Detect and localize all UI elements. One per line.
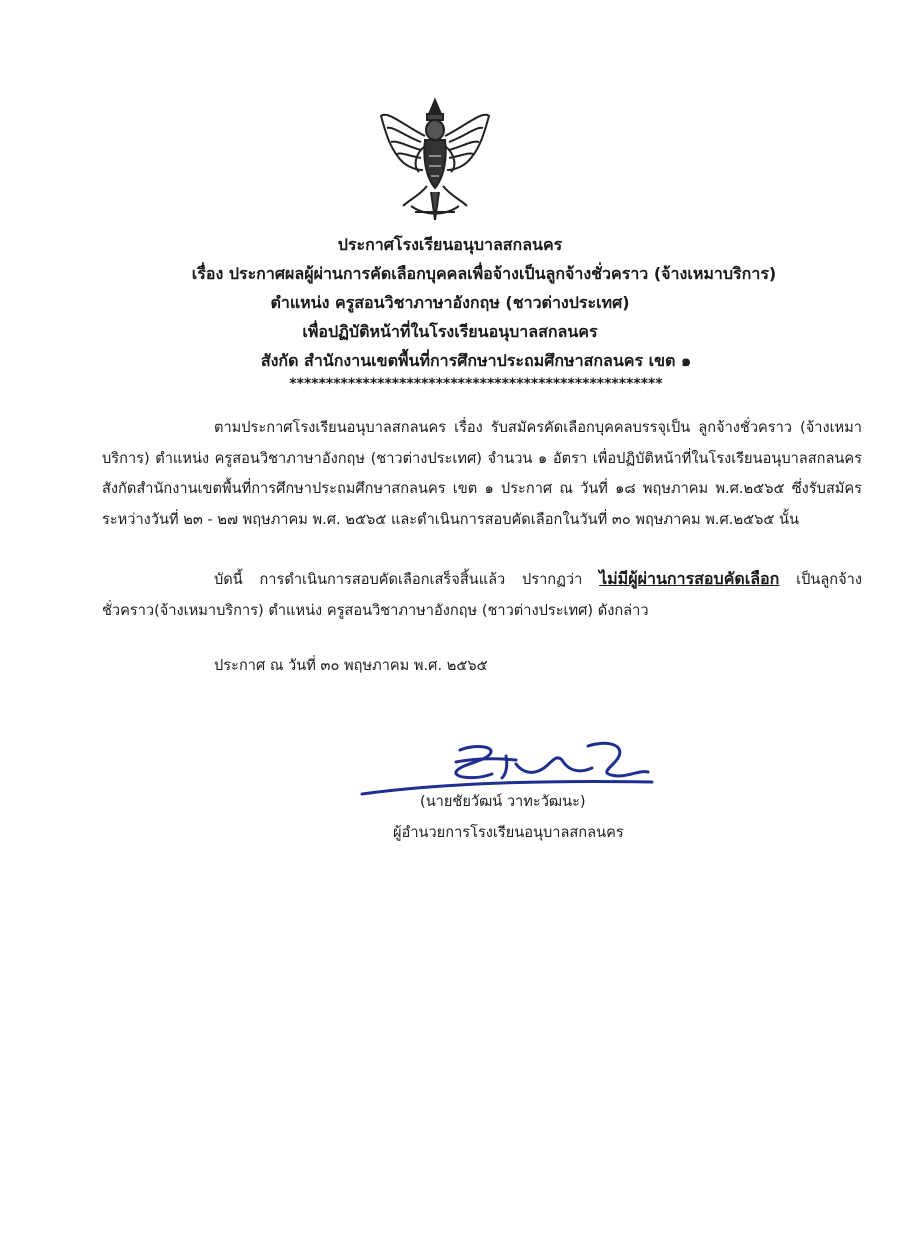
position-line: ตำแหน่ง ครูสอนวิชาภาษาอังกฤษ (ชาวต่างประเทศ): [270, 293, 630, 312]
result-text-after: เป็นลูกจ้างชั่วคราว(จ้างเหมาบริการ) ตำแหน่ง ครูสอนวิชาภาษาอังกฤษ (ชาวต่างประเทศ) ดังกล่าว: [102, 571, 862, 619]
separator-asterisks: ***************************************************: [289, 376, 663, 392]
result-paragraph: [102, 564, 862, 626]
signer-title: ผู้อำนวยการโรงเรียนอนุบาลสกลนคร: [393, 824, 624, 841]
announcement-date: ประกาศ ณ วันที่ ๓๐ พฤษภาคม พ.ศ. ๒๕๖๕: [214, 657, 488, 674]
affiliation-line: สังกัด สำนักงานเขตพื้นที่การศึกษาประถมศึกษาสกลนคร เขต ๑: [260, 351, 692, 370]
result-text-before: บัดนี้ การดำเนินการสอบคัดเลือกเสร็จสิ้นแล้ว ปรากฏว่า: [214, 571, 600, 588]
document-title: ประกาศโรงเรียนอนุบาลสกลนคร: [337, 235, 563, 254]
subject-line: เรื่อง ประกาศผลผู้ผ่านการคัดเลือกบุคคลเพื่อจ้างเป็นลูกจ้างชั่วคราว (จ้างเหมาบริการ): [191, 264, 777, 283]
no-passing-candidates-emphasis: ไม่มีผู้ผ่านการสอบคัดเลือก: [599, 569, 780, 588]
signer-name: (นายชัยวัฒน์ วาทะวัฒนะ): [420, 793, 586, 810]
duty-line: เพื่อปฏิบัติหน้าที่ในโรงเรียนอนุบาลสกลนคร: [302, 322, 598, 341]
garuda-emblem-icon: [375, 96, 495, 226]
reference-paragraph: ตามประกาศโรงเรียนอนุบาลสกลนคร เรื่อง รับสมัครคัดเลือกบุคคลบรรจุเป็น ลูกจ้างชั่วคราว (จ้างเหมาบริการ) ตำแหน่ง ครูสอนวิชาภาษาอังกฤษ (ชาวต่างประเทศ) จำนวน ๑ อัตรา เพื่อปฏิบัติหน้าที่ในโรงเรียนอนุบาลสกลนคร สังกัดสำนักงานเขตพื้นที่การศึกษาประถมศึกษาสกลนคร เขต ๑ ประกาศ ณ วันที่ ๑๘ พฤษภาคม พ.ศ.๒๕๖๕ ซึ่งรับสมัครระหว่างวันที่ ๒๓ - ๒๗ พฤษภาคม พ.ศ. ๒๕๖๕ และดำเนินการสอบคัดเลือกในวันที่ ๓๐ พฤษภาคม พ.ศ.๒๕๖๕ นั้น: [102, 419, 862, 528]
